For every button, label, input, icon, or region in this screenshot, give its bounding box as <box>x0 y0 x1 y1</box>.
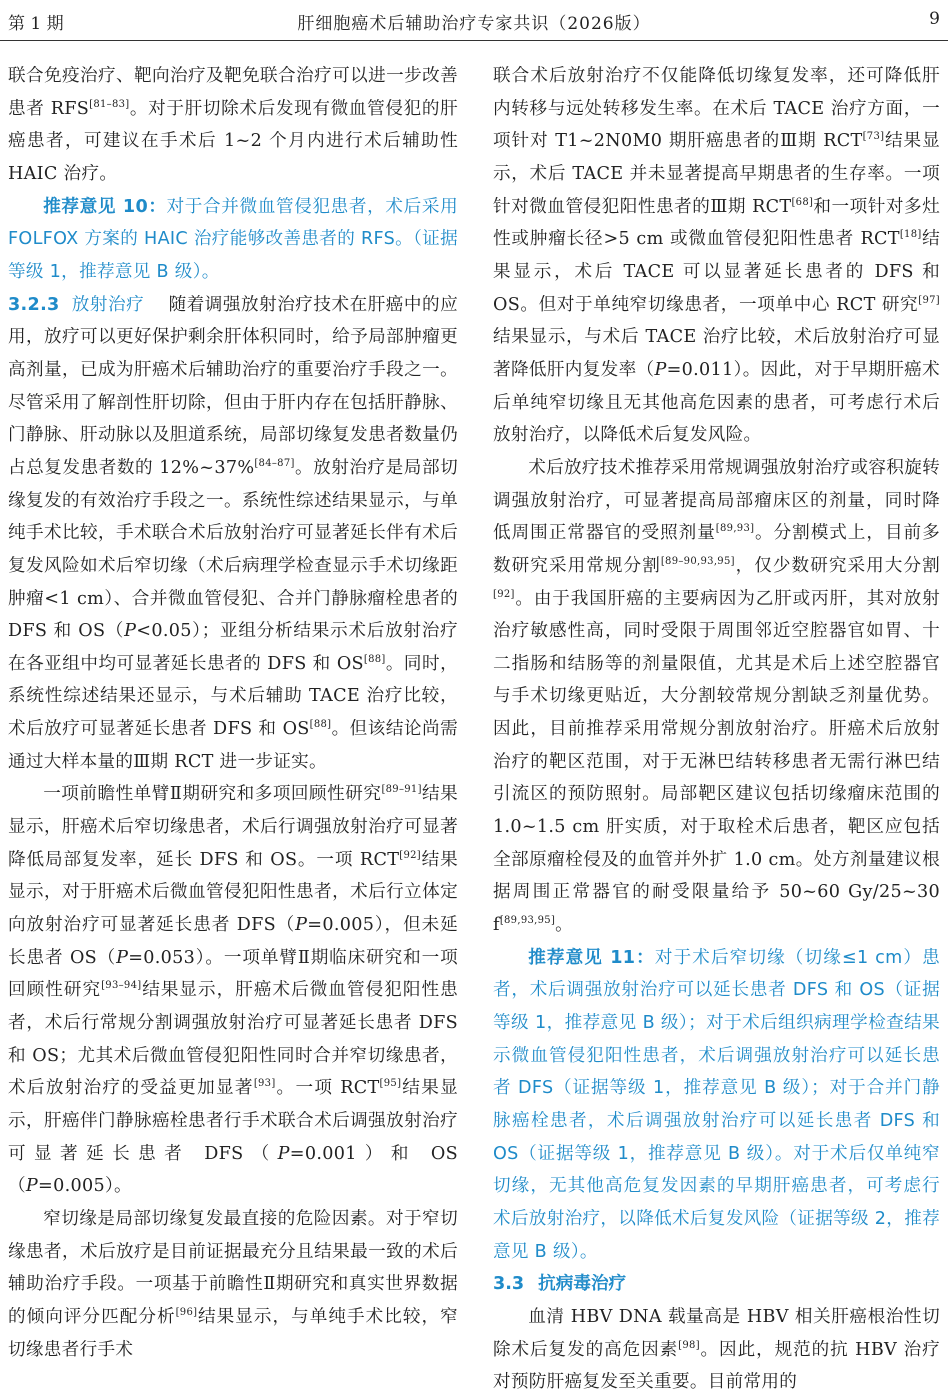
citation[interactable]: [68] <box>791 196 814 208</box>
citation[interactable]: [81–83] <box>89 98 130 110</box>
citation[interactable]: [88] <box>309 719 332 731</box>
citation[interactable]: [89,93] <box>715 523 755 535</box>
recommendation-label: 推荐意见 11： <box>528 947 655 968</box>
issue-number: 第 1 期 <box>8 14 64 34</box>
recommendation-text: 对于合并微血管侵犯患者，术后采用 FOLFOX 方案的 HAIC 治疗能够改善患者的 RFS。（证据等级 1，推荐意见 B 级）。 <box>8 196 458 282</box>
paragraph: 联合免疫治疗、靶向治疗及靶免联合治疗可以进一步改善患者 RFS[81–83]。对于肝切除术后发现有微血管侵犯的肝癌患者，可建议在手术后 1~2 个月内进行术后辅助性 HAIC 治疗。 <box>8 66 458 184</box>
section-3-2-3: 3.2.3 放射治疗 随着调强放射治疗技术在肝癌中的应用，放疗可以更好保护剩余肝体积同时，给予局部肿瘤更高剂量，已成为肝癌术后辅助治疗的重要治疗手段之一。尽管采用了解剖性肝切除，但由于肝内存在包括肝静脉、门静脉、肝动脉以及胆道系统，局部切缘复发患者数量仍占总复发患者数的 12%~37%[84–87]。放射治疗是局部切缘复发的有效治疗手段之一。系统性综述结果显示，与单纯手术比较，手术联合术后放射治疗可显著延长伴有术后复发风险如术后窄切缘（术后病理学检查显示手术切缘距肿瘤<1 cm）、合并微血管侵犯、合并门静脉瘤栓患者的 DFS 和 OS（P<0.05）；亚组分析结果示术后放射治疗在各亚组中均可显著延长患者的 DFS 和 OS[88]。同时，系统性综述结果还显示，与术后辅助 TACE 治疗比较，术后放疗可显著延长患者 DFS 和 OS[88]。但该结论尚需通过大样本量的Ⅲ期 RCT 进一步证实。 <box>8 294 458 772</box>
right-column <box>493 60 940 1399</box>
citation[interactable]: [92] <box>399 849 421 861</box>
citation[interactable]: [95] <box>379 1078 402 1090</box>
citation[interactable]: [92] <box>493 588 515 600</box>
citation[interactable]: [84–87] <box>254 458 295 470</box>
paragraph: 联合术后放射治疗不仅能降低切缘复发率，还可降低肝内转移与远处转移发生率。在术后 TACE 治疗方面，一项针对 T1~2N0M0 期肝癌患者的Ⅲ期 RCT[73]结果显示，术后 TACE 并未显著提高早期患者的生存率。一项针对微血管侵犯阳性患者的Ⅲ期 RCT[68]和一项针对多灶性或肿瘤长径>5 cm 或微血管侵犯阳性患者 RCT[18]结果显示，术后 TACE 可以显著延长患者的 DFS 和 OS。但对于单纯窄切缘患者，一项单中心 RCT 研究[97]结果显示，与术后 TACE 治疗比较，术后放射治疗可显著降低肝内复发率（P=0.011）。因此，对于早期肝癌术后单纯窄切缘且无其他高危因素的患者，可考虑行术后放射治疗，以降低术后复发风险。 <box>493 66 940 446</box>
citation[interactable]: [89,93,95] <box>499 915 556 927</box>
paragraph: 一项前瞻性单臂Ⅱ期研究和多项回顾性研究[89–91]结果显示，肝癌术后窄切缘患者，术后行调强放射治疗可显著降低局部复发率，延长 DFS 和 OS。一项 RCT[92]结果显示，对于肝癌术后微血管侵犯阳性患者，术后行立体定向放射治疗可显著延长患者 DFS（P=0.005），但未延长患者 OS（P=0.053）。一项单臂Ⅱ期临床研究和一项回顾性研究[93–94]结果显示，肝癌术后微血管侵犯阳性患者，术后行常规分割调强放射治疗可显著延长患者 DFS 和 OS；尤其术后微血管侵犯阳性同时合并窄切缘患者，术后放射治疗的受益更加显著[93]。一项 RCT[95]结果显示，肝癌伴门静脉癌栓患者行手术联合术后调强放射治疗可显著延长患者 DFS（P=0.001）和 OS（P=0.005）。 <box>8 784 459 1197</box>
section-title: 放射治疗 <box>71 294 145 315</box>
section-number: 3.3 <box>493 1274 525 1295</box>
citation[interactable]: [89–90,93,95] <box>660 555 735 567</box>
section-3-3-heading <box>493 1268 940 1301</box>
citation[interactable]: [18] <box>899 229 922 241</box>
section-title: 抗病毒治疗 <box>538 1274 627 1295</box>
left-column <box>8 60 458 1366</box>
journal-title: 肝细胞癌术后辅助治疗专家共识（2026版） <box>297 14 651 34</box>
paragraph: 术后放疗技术推荐采用常规调强放射治疗或容积旋转调强放射治疗，可显著提高局部瘤床区的剂量，同时降低周围正常器官的受照剂量[89,93]。分割模式上，目前多数研究采用常规分割[89–90,93,95]，仅少数研究采用大分割[92]。由于我国肝癌的主要病因为乙肝或丙肝，其对放射治疗敏感性高，同时受限于周围邻近空腔器官如胃、十二指肠和结肠等的剂量限值，尤其是术后上述空腔器官与手术切缘更贴近，大分割较常规分割缺乏剂量优势。因此，目前推荐采用常规分割放射治疗。肝癌术后放射治疗的靶区范围，对于无淋巴结转移患者无需行淋巴结引流区的预防照射。局部靶区建议包括切缘瘤床范围的 1.0~1.5 cm 肝实质，对于取栓术后患者，靶区应包括全部原瘤栓侵及的血管并外扩 1.0 cm。处方剂量建议根据周围正常器官的耐受限量给予 50~60 Gy/25~30 f[89,93,95]。 <box>493 457 940 936</box>
paragraph: 血清 HBV DNA 载量高是 HBV 相关肝癌根治性切除术后复发的高危因素[98]。因此，规范的抗 HBV 治疗对预防肝癌复发至关重要。目前常用的 <box>493 1306 940 1393</box>
citation[interactable]: [96] <box>175 1307 198 1319</box>
citation[interactable]: [98] <box>678 1339 700 1351</box>
citation[interactable]: [97] <box>918 294 940 306</box>
page-number: 9 <box>929 9 940 29</box>
recommendation-11 <box>493 942 940 1269</box>
section-number: 3.2.3 <box>8 294 60 315</box>
running-header <box>0 0 948 41</box>
citation[interactable]: [93] <box>253 1078 276 1090</box>
recommendation-10 <box>8 191 458 289</box>
citation[interactable]: [89–91] <box>381 784 422 796</box>
citation[interactable]: [93–94] <box>101 980 142 992</box>
citation[interactable]: [73] <box>862 131 885 143</box>
citation[interactable]: [88] <box>363 653 386 665</box>
recommendation-label: 推荐意见 10： <box>43 196 167 217</box>
recommendation-text: 对于术后窄切缘（切缘≤1 cm）患者，术后调强放射治疗可以延长患者 DFS 和 OS（证据等级 1，推荐意见 B 级）；对于术后组织病理学检查结果示微血管侵犯阳性患者，术后调强放射治疗可以延长患者 DFS（证据等级 1，推荐意见 B 级）；对于合并门静脉癌栓患者，术后调强放射治疗可以延长患者 DFS 和 OS（证据等级 1，推荐意见 B 级）。对于术后仅单纯窄切缘，无其他高危复发因素的早期肝癌患者，可考虑行术后放射治疗，以降低术后复发风险（证据等级 2，推荐意见 B 级）。 <box>493 947 940 1262</box>
paragraph: 窄切缘是局部切缘复发最直接的危险因素。对于窄切缘患者，术后放疗是目前证据最充分且结果最一致的术后辅助治疗手段。一项基于前瞻性Ⅱ期研究和真实世界数据的倾向评分匹配分析[96]结果显示，与单纯手术比较，窄切缘患者行手术 <box>8 1208 459 1360</box>
